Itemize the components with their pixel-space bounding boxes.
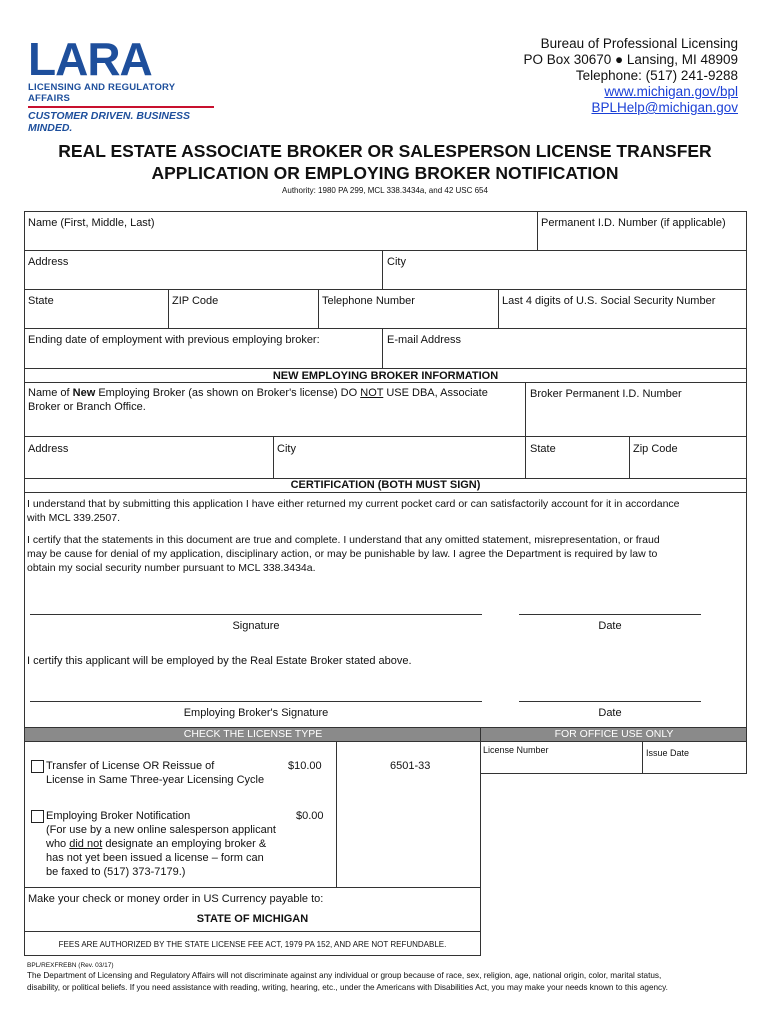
city-label: City <box>387 256 406 268</box>
employing-broker-option <box>46 809 276 879</box>
broker-state-label: State <box>530 443 556 455</box>
signature-label: Signature <box>232 620 280 632</box>
rule <box>498 289 499 328</box>
bureau-address: PO Box 30670 ● Lansing, MI 48909 <box>523 52 738 67</box>
form-id: BPL/REXFREBN (Rev. 03/17) <box>27 962 114 969</box>
transfer-fee: $10.00 <box>288 760 322 772</box>
license-number-label: License Number <box>483 745 549 755</box>
employing-broker-checkbox[interactable] <box>31 810 44 823</box>
fees-note: FEES ARE AUTHORIZED BY THE STATE LICENSE FEE ACT, 1979 PA 152, AND ARE NOT REFUNDABLE. <box>58 940 447 949</box>
rule <box>537 211 538 250</box>
text-segment: NOT <box>360 387 384 399</box>
rule <box>382 250 383 289</box>
text-line: obtain my social security number pursuant to MCL 338.3434a. <box>27 562 316 574</box>
lara-logo <box>28 33 218 134</box>
rule <box>24 887 481 888</box>
rule <box>629 436 630 478</box>
new-broker-name-label <box>28 386 523 414</box>
text-line: be faxed to (517) 373-7179.) <box>46 866 186 878</box>
footer-notice <box>27 970 668 994</box>
text-segment: who <box>46 838 70 850</box>
ssn-label: Last 4 digits of U.S. Social Security Number <box>502 295 716 307</box>
text-segment: Broker or Branch Office. <box>28 401 146 413</box>
authority-text: Authority: 1980 PA 299, MCL 338.3434a, and 42 USC 654 <box>282 186 488 195</box>
rule <box>525 382 526 478</box>
office-use-header: FOR OFFICE USE ONLY <box>481 728 747 741</box>
transfer-license-checkbox[interactable] <box>31 760 44 773</box>
certification-para1 <box>27 497 680 525</box>
rule <box>24 741 747 742</box>
broker-date-line[interactable] <box>519 701 701 702</box>
state-label: State <box>28 295 54 307</box>
text-segment: New <box>72 387 96 399</box>
date-label: Date <box>598 620 622 632</box>
bureau-email-link[interactable]: BPLHelp@michigan.gov <box>591 100 738 115</box>
logo-wordmark: LARA <box>28 33 152 85</box>
rule <box>24 727 747 728</box>
transfer-code: 6501-33 <box>390 760 431 772</box>
rule <box>746 211 747 727</box>
logo-subtitle: LICENSING AND REGULATORY AFFAIRS <box>28 82 176 104</box>
text-line: The Department of Licensing and Regulatory Affairs will not discriminate against any individual or group because of race, sex, religion, age, national origin, color, marital status, <box>27 971 662 980</box>
signature-line[interactable] <box>30 614 482 615</box>
address-label: Address <box>28 256 69 268</box>
text-line: has not yet been issued a license – form can <box>46 852 264 864</box>
broker-zip-label: Zip Code <box>633 443 678 455</box>
rule <box>382 328 383 368</box>
new-broker-header: NEW EMPLOYING BROKER INFORMATION <box>272 370 499 382</box>
form-title-line2: APPLICATION OR EMPLOYING BROKER NOTIFICATION <box>151 163 619 183</box>
text-line: with MCL 339.2507. <box>27 512 120 524</box>
text-segment: Name of <box>28 387 73 399</box>
rule <box>318 289 319 328</box>
email-label: E-mail Address <box>387 334 461 346</box>
text-line <box>46 837 276 851</box>
rule <box>24 328 747 329</box>
rule <box>642 741 643 773</box>
rule <box>336 741 337 887</box>
text-line: disability, or political beliefs. If you need assistance with reading, writing, hearing, etc., under the Americans with Disabilities Act, you may make your needs known to this agency. <box>27 983 668 992</box>
bureau-name: Bureau of Professional Licensing <box>540 36 738 51</box>
text-line: License in Same Three-year Licensing Cycle <box>46 774 265 786</box>
text-segment: did not <box>69 838 103 850</box>
employing-broker-fee: $0.00 <box>296 810 324 822</box>
rule <box>168 289 169 328</box>
broker-address-label: Address <box>28 443 69 455</box>
rule <box>24 211 747 212</box>
text-segment: Employing Broker (as shown on Broker's license) DO <box>95 387 361 399</box>
permanent-id-label: Permanent I.D. Number (if applicable) <box>541 217 726 229</box>
bureau-phone: Telephone: (517) 241-9288 <box>575 68 738 83</box>
ending-date-label: Ending date of employment with previous employing broker: <box>28 334 320 346</box>
transfer-license-option <box>46 759 264 787</box>
rule <box>480 773 747 774</box>
rule <box>24 250 747 251</box>
payable-text: Make your check or money order in US Currency payable to: <box>28 893 324 905</box>
text-line: I certify that the statements in this document are true and complete. I understand that any omitted statement, misrepresentation, or fraud <box>27 534 660 546</box>
broker-city-label: City <box>277 443 296 455</box>
logo-divider <box>28 106 214 108</box>
rule <box>24 211 25 956</box>
rule <box>24 436 747 437</box>
broker-signature-label: Employing Broker's Signature <box>183 707 329 719</box>
rule <box>24 289 747 290</box>
text-line: Transfer of License OR Reissue of <box>46 760 215 772</box>
bureau-website-link[interactable]: www.michigan.gov/bpl <box>604 84 738 99</box>
form-title-line1: REAL ESTATE ASSOCIATE BROKER OR SALESPERSON LICENSE TRANSFER <box>58 141 712 161</box>
certification-header: CERTIFICATION (BOTH MUST SIGN) <box>290 479 481 491</box>
text-line: I understand that by submitting this application I have either returned my current pocket card or can satisfactorily account for it in accordance <box>27 498 680 510</box>
text-line: may be cause for denial of my application, disciplinary action, or may be punishable by law. I agree the Department is required by law to <box>27 548 658 560</box>
rule <box>24 931 481 932</box>
logo-tagline: CUSTOMER DRIVEN. BUSINESS MINDED. <box>28 110 190 134</box>
date-line[interactable] <box>519 614 701 615</box>
text-line: (For use by a new online salesperson applicant <box>46 824 276 836</box>
rule <box>24 382 747 383</box>
payee-text: STATE OF MICHIGAN <box>196 913 309 925</box>
rule <box>24 492 747 493</box>
text-segment: USE DBA, Associate <box>383 387 488 399</box>
broker-date-label: Date <box>598 707 622 719</box>
broker-permanent-id-label: Broker Permanent I.D. Number <box>530 388 682 400</box>
certification-para2 <box>27 533 660 575</box>
name-field-label: Name (First, Middle, Last) <box>28 217 155 229</box>
telephone-label: Telephone Number <box>322 295 415 307</box>
rule <box>24 955 481 956</box>
check-license-type-header: CHECK THE LICENSE TYPE <box>25 728 481 741</box>
rule <box>746 727 747 773</box>
rule <box>273 436 274 478</box>
form-title <box>0 140 770 184</box>
zip-label: ZIP Code <box>172 295 219 307</box>
bureau-contact <box>523 36 738 116</box>
issue-date-label: Issue Date <box>646 748 690 758</box>
text-line: Employing Broker Notification <box>46 810 191 822</box>
text-segment: designate an employing broker & <box>102 838 267 850</box>
broker-certify-text: I certify this applicant will be employed by the Real Estate Broker stated above. <box>27 655 412 667</box>
broker-signature-line[interactable] <box>30 701 482 702</box>
